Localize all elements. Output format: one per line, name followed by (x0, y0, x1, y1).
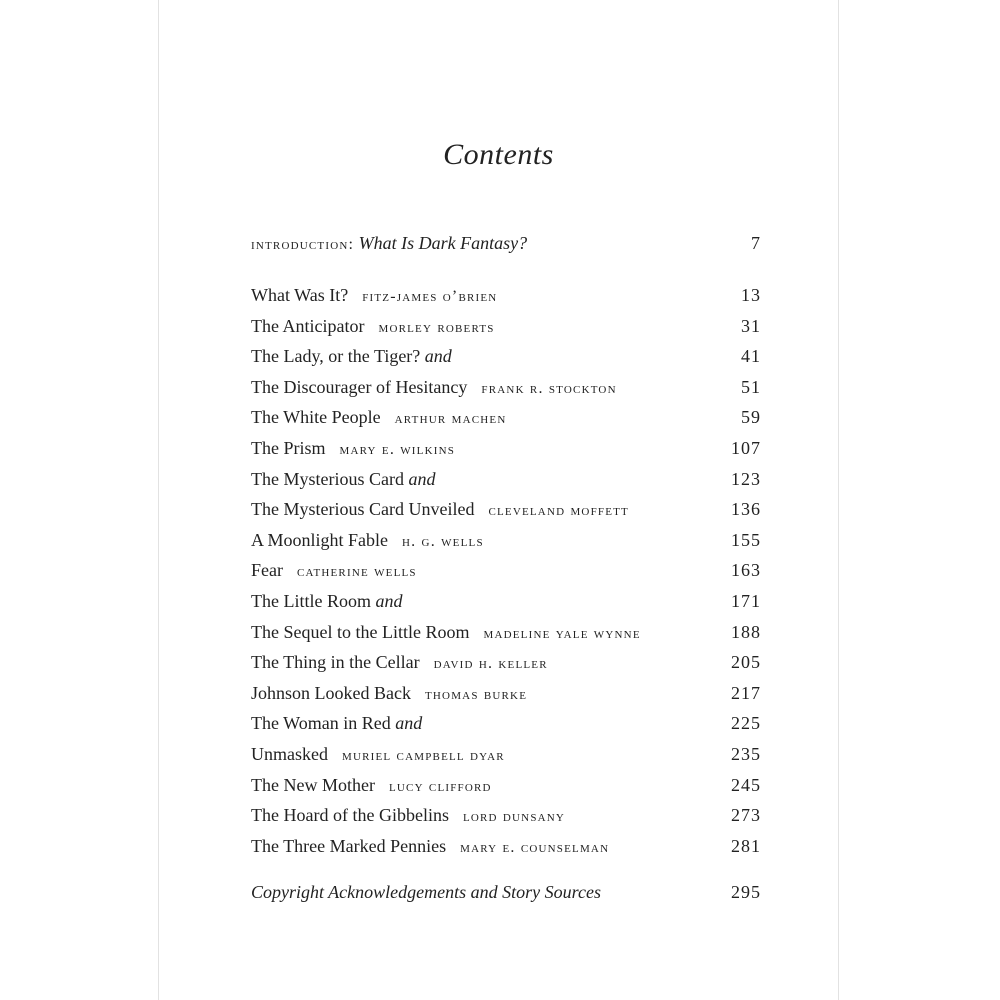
page-number: 31 (741, 315, 761, 336)
page-number: 205 (731, 652, 761, 673)
story-author: mary e. counselman (460, 838, 610, 856)
contents-entry (251, 622, 761, 646)
story-title: The Little Room (251, 591, 371, 611)
story-title: The Mysterious Card (251, 468, 404, 489)
story-title: The Woman in Red (251, 713, 391, 734)
story-author: muriel campbell dyar (341, 747, 505, 764)
story-conjunction: and (395, 713, 423, 734)
contents-entry (251, 744, 761, 768)
story-author: arthur machen (394, 410, 507, 428)
story-title: Fear (251, 560, 283, 581)
page-number: 41 (741, 346, 761, 367)
story-author: morley roberts (378, 318, 495, 336)
story-author: frank r. stockton (481, 379, 617, 397)
page-number: 225 (731, 713, 761, 734)
story-title: The Discourager of Hesitancy (251, 376, 468, 397)
contents-entry (251, 652, 761, 676)
acknowledgements-label: Copyright Acknowledgements and Story Sources (251, 882, 601, 902)
story-conjunction: and (424, 346, 452, 367)
acknowledgements-entry (251, 882, 761, 906)
introduction-label: introduction: (251, 236, 355, 253)
story-title: The New Mother (251, 774, 375, 795)
contents-entry (251, 713, 761, 737)
story-author: david h. keller (433, 655, 548, 673)
story-conjunction: and (375, 591, 403, 611)
story-author: h. g. wells (402, 532, 484, 550)
story-title: A Moonlight Fable (251, 529, 389, 550)
story-author: fitz-james o’brien (362, 288, 498, 305)
page-number: 13 (741, 285, 761, 305)
acknowledgements-page-number: 295 (731, 882, 761, 902)
contents-entry (251, 530, 761, 554)
story-title: The Thing in the Cellar (251, 652, 420, 673)
contents-entry (251, 316, 761, 340)
page-number: 188 (731, 621, 761, 642)
page-number: 51 (741, 376, 761, 397)
contents-entry (251, 591, 761, 615)
page-number: 273 (731, 805, 761, 826)
story-title: The White People (251, 407, 381, 428)
page-number: 107 (731, 438, 761, 458)
page-number: 163 (731, 560, 761, 581)
contents-entry (251, 469, 761, 493)
page-number: 281 (731, 835, 761, 856)
story-title: Johnson Looked Back (251, 682, 411, 703)
story-author: thomas burke (424, 685, 528, 703)
story-author: catherine wells (296, 563, 417, 581)
story-title: The Mysterious Card Unveiled (251, 499, 475, 520)
contents-entry (251, 346, 761, 370)
contents-entry (251, 683, 761, 707)
story-author: lord dunsany (462, 808, 566, 826)
book-page (158, 0, 839, 1000)
page-number: 123 (731, 468, 761, 489)
contents-entry (251, 775, 761, 799)
contents-entry (251, 499, 761, 523)
introduction-entry (251, 233, 761, 257)
story-author: lucy clifford (388, 777, 492, 795)
page-number: 171 (731, 591, 761, 611)
introduction-page-number: 7 (751, 233, 761, 253)
contents-entry (251, 407, 761, 431)
contents-entry (251, 377, 761, 401)
story-author: mary e. wilkins (339, 441, 456, 458)
story-title: The Three Marked Pennies (251, 835, 447, 856)
contents-entry (251, 438, 761, 462)
story-title: Unmasked (251, 744, 328, 764)
contents-entry (251, 836, 761, 860)
page-number: 217 (731, 682, 761, 703)
contents-entry (251, 560, 761, 584)
page-title: Contents (443, 138, 554, 171)
story-title: The Hoard of the Gibbelins (251, 805, 449, 826)
story-author: cleveland moffett (488, 502, 629, 520)
story-title: The Anticipator (251, 315, 365, 336)
story-title: The Prism (251, 438, 326, 458)
page-number: 59 (741, 407, 761, 428)
page-number: 136 (731, 499, 761, 520)
page-number: 245 (731, 774, 761, 795)
story-title: What Was It? (251, 285, 349, 305)
story-author: madeline yale wynne (483, 624, 641, 642)
page-number: 235 (731, 744, 761, 764)
story-conjunction: and (408, 468, 436, 489)
introduction-title: What Is Dark Fantasy? (358, 233, 528, 253)
contents-entry (251, 805, 761, 829)
story-title: The Sequel to the Little Room (251, 621, 470, 642)
story-title: The Lady, or the Tiger? (251, 346, 421, 367)
contents-entry (251, 285, 761, 309)
page-number: 155 (731, 529, 761, 550)
